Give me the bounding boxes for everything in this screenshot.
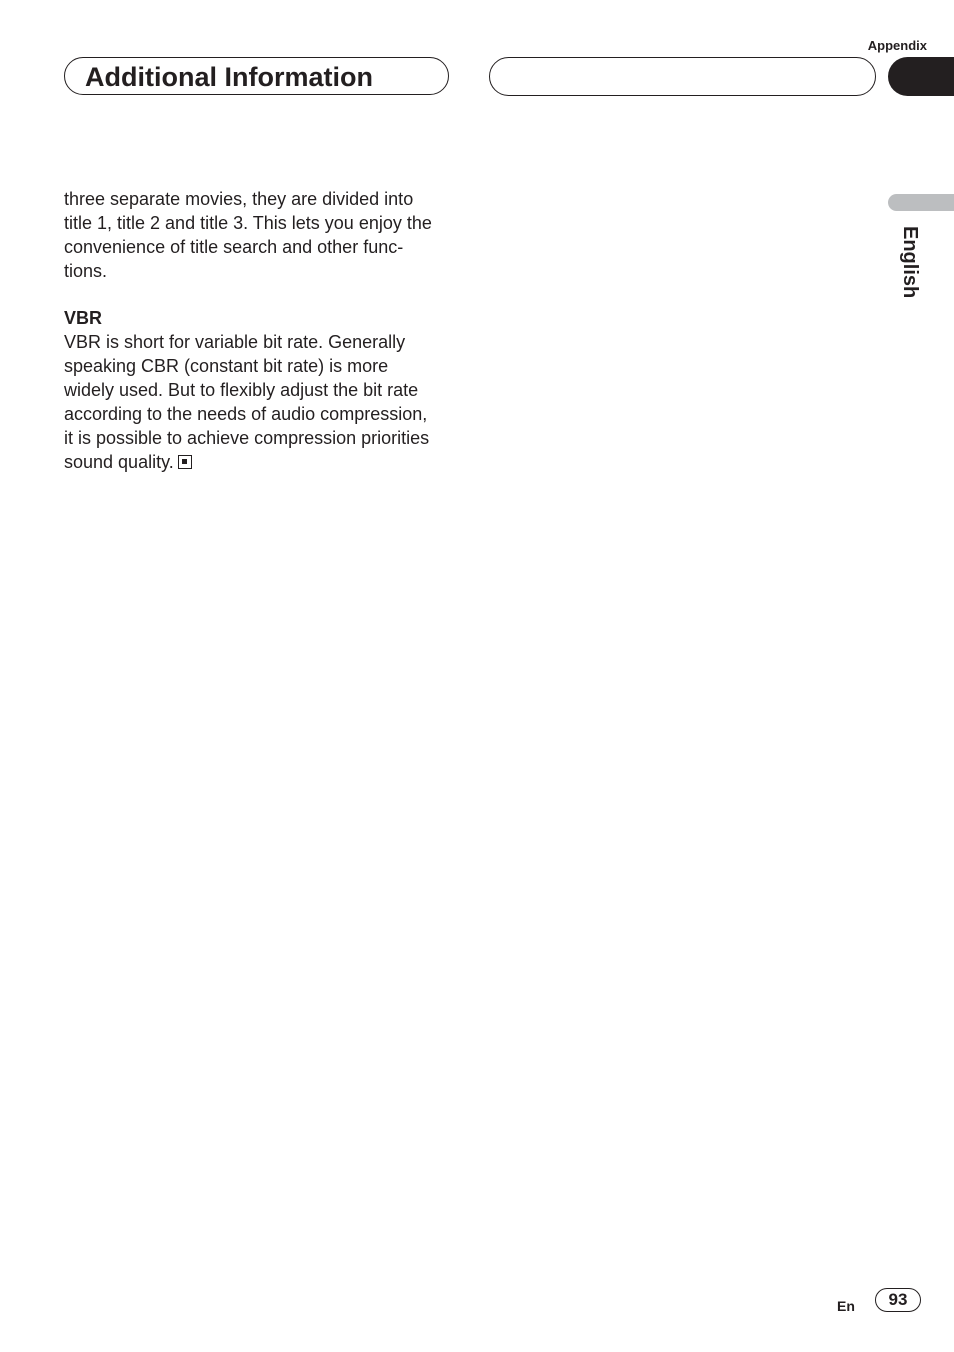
vbr-heading: VBR — [64, 308, 103, 328]
section-label: Appendix — [867, 38, 927, 53]
paragraph-vbr — [64, 306, 464, 474]
text-line-text: sound quality. — [64, 452, 174, 472]
language-label: English — [899, 226, 921, 299]
page-title: Additional Information — [85, 62, 373, 92]
paragraph-title-search — [64, 187, 464, 283]
text-line-last — [64, 450, 464, 474]
language-tab-marker — [888, 194, 954, 211]
text-line: speaking CBR (constant bit rate) is more — [64, 356, 389, 376]
text-line: according to the needs of audio compression, — [64, 404, 428, 424]
page-number: 93 — [875, 1288, 921, 1312]
text-line: it is possible to achieve compression priorities — [64, 428, 430, 448]
text-line: tions. — [64, 261, 108, 281]
header-empty-box — [489, 57, 876, 96]
title-box — [64, 57, 449, 95]
text-line: widely used. But to flexibly adjust the bit rate — [64, 380, 419, 400]
text-line: VBR is short for variable bit rate. Generally — [64, 332, 406, 352]
footer-language-code: En — [837, 1298, 855, 1314]
text-line: convenience of title search and other func- — [64, 237, 404, 257]
text-line: title 1, title 2 and title 3. This lets you enjoy the — [64, 213, 432, 233]
header-black-tab — [888, 57, 954, 96]
body-column — [64, 187, 464, 474]
end-of-section-icon — [178, 455, 192, 469]
text-line: three separate movies, they are divided into — [64, 189, 414, 209]
